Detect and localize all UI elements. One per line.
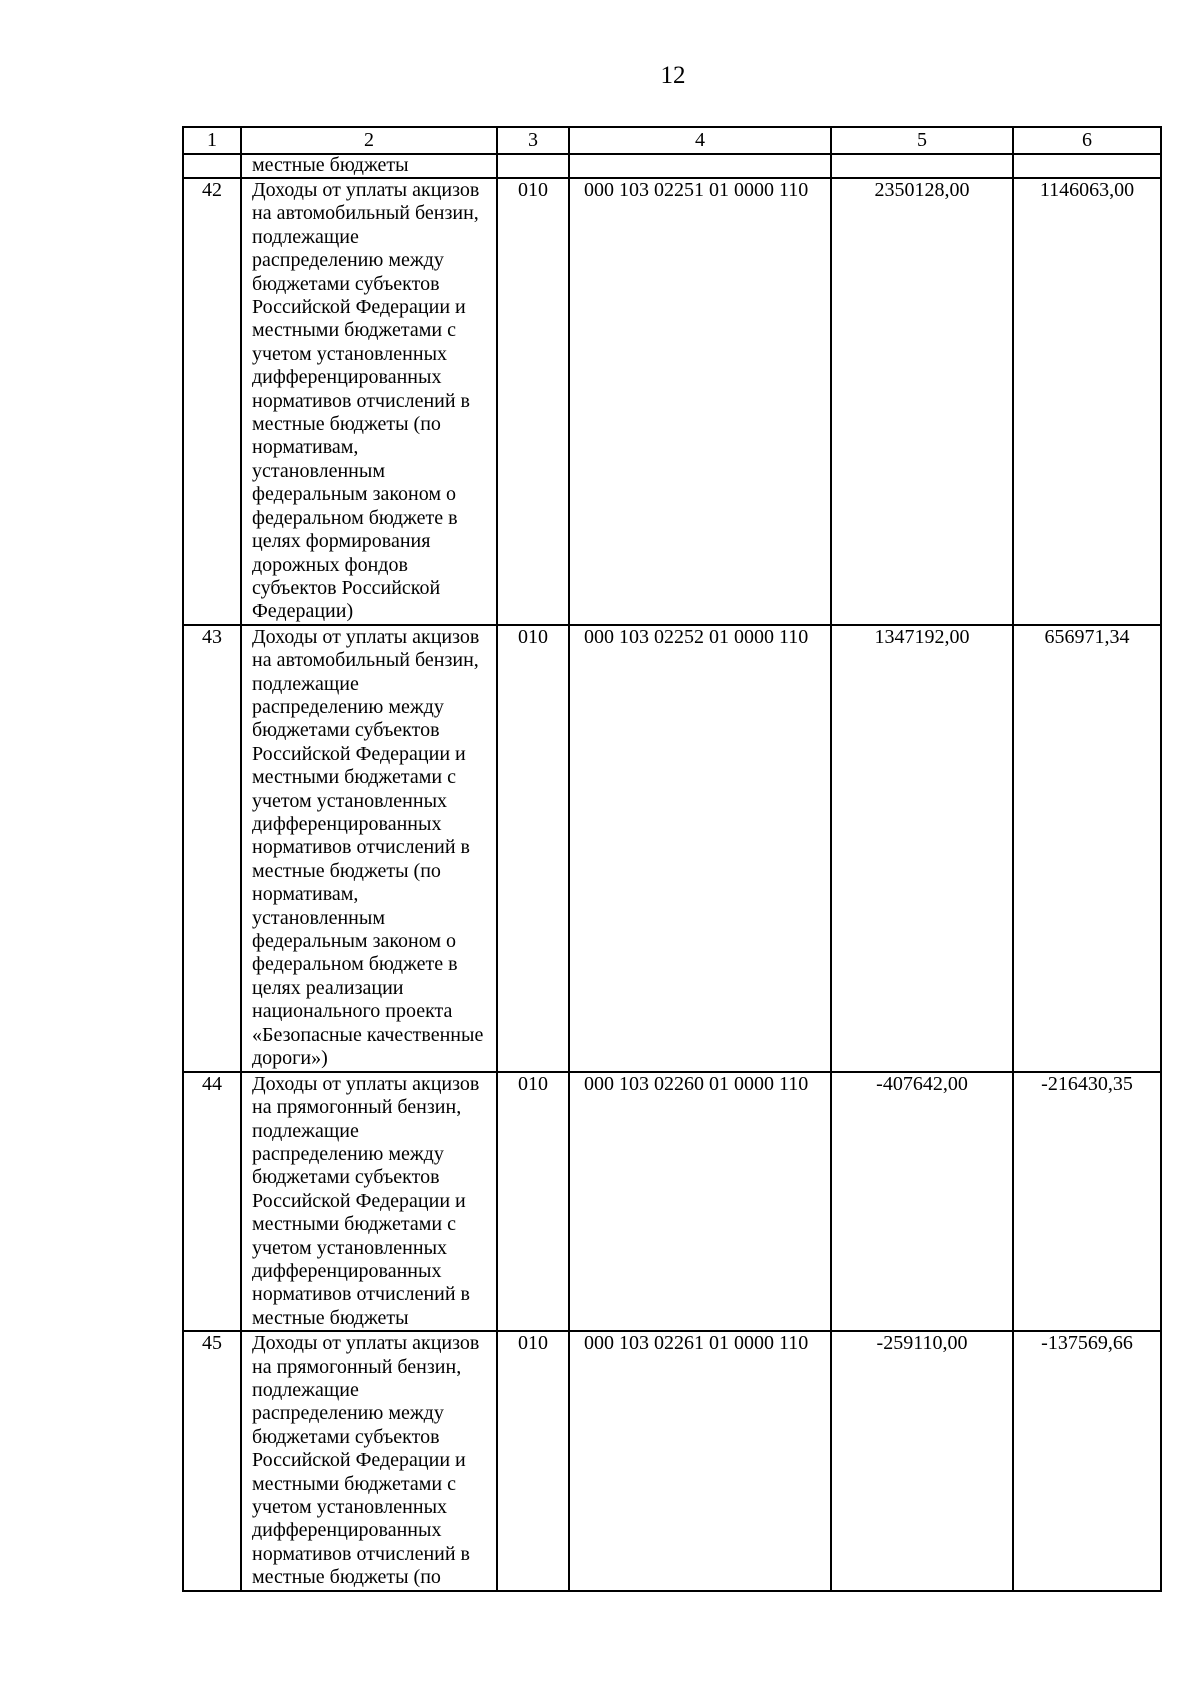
row-number xyxy=(183,154,241,178)
row-code xyxy=(497,154,569,178)
row-code: 010 xyxy=(497,1072,569,1331)
row-fact: 1146063,00 xyxy=(1013,178,1161,625)
row-kbk: 000 103 02251 01 0000 110 xyxy=(569,178,831,625)
row-fact xyxy=(1013,154,1161,178)
header-col-5: 5 xyxy=(831,127,1013,154)
row-plan: 1347192,00 xyxy=(831,625,1013,1072)
row-number: 42 xyxy=(183,178,241,625)
header-col-1: 1 xyxy=(183,127,241,154)
row-fact: -137569,66 xyxy=(1013,1331,1161,1590)
table-row-continuation xyxy=(183,154,1161,178)
row-description: Доходы от уплаты акцизов на автомобильный бензин, подлежащие распределению между бюджетами субъектов Российской Федерации и местными бюджетами с учетом установленных дифференцированных нормативов отчислений в местные бюджеты (по нормативам, установленным федеральным законом о федеральном бюджете в целях формирования дорожных фондов субъектов Российской Федерации) xyxy=(241,178,497,625)
table-header-row xyxy=(183,127,1161,154)
table-row xyxy=(183,1072,1161,1331)
row-description: Доходы от уплаты акцизов на автомобильный бензин, подлежащие распределению между бюджетами субъектов Российской Федерации и местными бюджетами с учетом установленных дифференцированных нормативов отчислений в местные бюджеты (по нормативам, установленным федеральным законом о федеральном бюджете в целях реализации национального проекта «Безопасные качественные дороги») xyxy=(241,625,497,1072)
row-number: 44 xyxy=(183,1072,241,1331)
row-kbk xyxy=(569,154,831,178)
row-description: Доходы от уплаты акцизов на прямогонный бензин, подлежащие распределению между бюджетами субъектов Российской Федерации и местными бюджетами с учетом установленных дифференцированных нормативов отчислений в местные бюджеты (по xyxy=(241,1331,497,1590)
row-kbk: 000 103 02261 01 0000 110 xyxy=(569,1331,831,1590)
row-code: 010 xyxy=(497,1331,569,1590)
row-code: 010 xyxy=(497,178,569,625)
table-row xyxy=(183,625,1161,1072)
table-row xyxy=(183,1331,1161,1590)
header-col-4: 4 xyxy=(569,127,831,154)
header-col-3: 3 xyxy=(497,127,569,154)
row-kbk: 000 103 02260 01 0000 110 xyxy=(569,1072,831,1331)
row-number: 45 xyxy=(183,1331,241,1590)
revenue-table xyxy=(182,126,1162,1592)
row-plan: -259110,00 xyxy=(831,1331,1013,1590)
row-fact: -216430,35 xyxy=(1013,1072,1161,1331)
table-row xyxy=(183,178,1161,625)
header-col-2: 2 xyxy=(241,127,497,154)
row-code: 010 xyxy=(497,625,569,1072)
row-plan: -407642,00 xyxy=(831,1072,1013,1331)
header-col-6: 6 xyxy=(1013,127,1161,154)
page-number: 12 xyxy=(660,62,686,89)
row-number: 43 xyxy=(183,625,241,1072)
row-description: Доходы от уплаты акцизов на прямогонный бензин, подлежащие распределению между бюджетами субъектов Российской Федерации и местными бюджетами с учетом установленных дифференцированных нормативов отчислений в местные бюджеты xyxy=(241,1072,497,1331)
row-plan: 2350128,00 xyxy=(831,178,1013,625)
row-plan xyxy=(831,154,1013,178)
row-kbk: 000 103 02252 01 0000 110 xyxy=(569,625,831,1072)
row-fact: 656971,34 xyxy=(1013,625,1161,1072)
row-description: местные бюджеты xyxy=(241,154,497,178)
